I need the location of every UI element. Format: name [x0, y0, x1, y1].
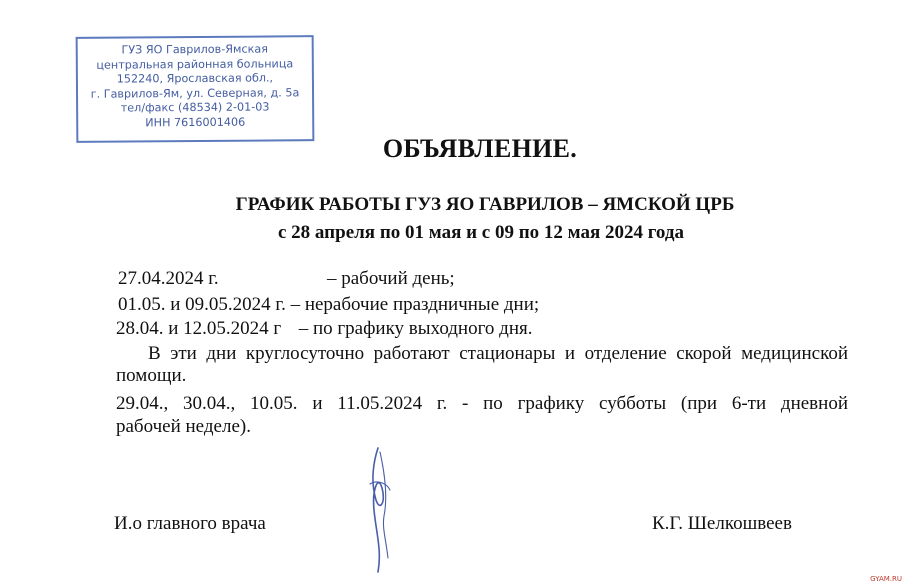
schedule-item-date: 28.04. и 12.05.2024 г: [116, 318, 282, 339]
signatory-name: К.Г. Шелкошвеев: [652, 513, 792, 534]
schedule-item-date: 27.04.2024 г.: [118, 268, 219, 289]
handwritten-signature: [360, 440, 400, 580]
stamp-line: 152240, Ярославская обл.,: [116, 71, 274, 86]
schedule-item-desc: – рабочий день;: [327, 268, 455, 289]
schedule-item-date: 01.05. и 09.05.2024 г.: [118, 294, 286, 315]
stamp-line: центральная районная больница: [96, 56, 294, 72]
document-title: ОБЪЯВЛЕНИЕ.: [382, 134, 578, 163]
stamp-line: ИНН 7616001406: [145, 115, 246, 130]
organization-stamp: [76, 35, 315, 143]
site-watermark: GYAM.RU: [870, 575, 902, 583]
paragraph-emergency: В эти дни круглосуточно работают стационары и отделение скорой медицинской помощи.: [116, 343, 848, 386]
stamp-line: г. Гаврилов-Ям, ул. Северная, д. 5а: [90, 86, 300, 101]
schedule-item: [118, 268, 219, 290]
signatory-position: И.о главного врача: [114, 513, 266, 534]
schedule-period: с 28 апреля по 01 мая и с 09 по 12 мая 2024 года: [278, 222, 684, 243]
saturday-schedule-line-end: рабочей неделе).: [116, 416, 251, 437]
stamp-line: тел/факс (48534) 2-01-03: [120, 100, 270, 115]
schedule-item: [118, 294, 539, 316]
stamp-line: ГУЗ ЯО Гаврилов-Ямская: [121, 42, 269, 57]
saturday-schedule-line: 29.04., 30.04., 10.05. и 11.05.2024 г. - по графику субботы (при 6-ти дневной: [116, 393, 848, 414]
schedule-heading: ГРАФИК РАБОТЫ ГУЗ ЯО ГАВРИЛОВ – ЯМСКОЙ ЦРБ: [235, 194, 735, 215]
schedule-item-desc: – нерабочие праздничные дни;: [290, 294, 540, 315]
schedule-item-desc: – по графику выходного дня.: [298, 318, 533, 339]
schedule-item: [116, 318, 533, 340]
